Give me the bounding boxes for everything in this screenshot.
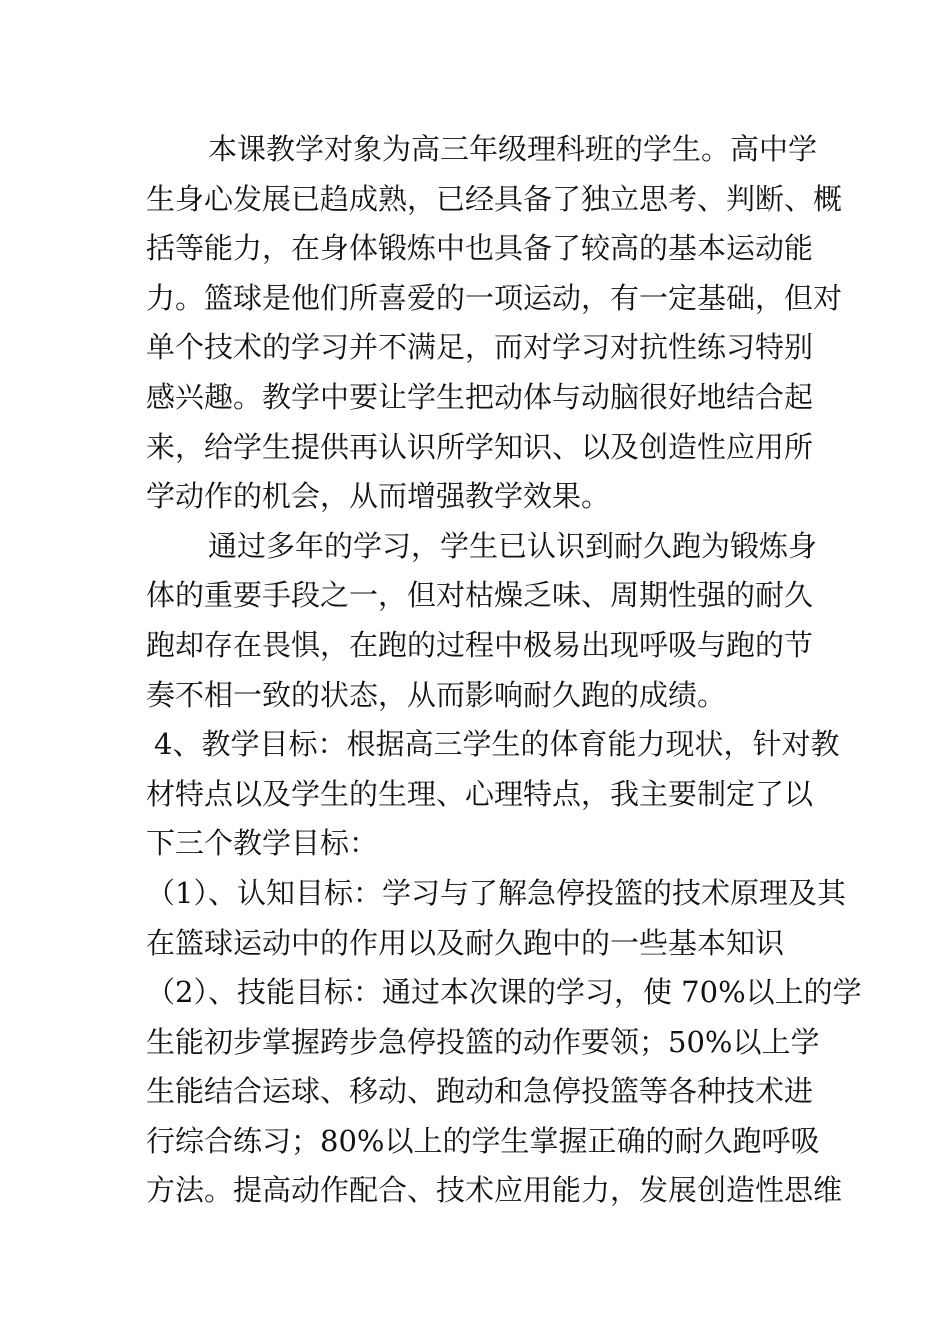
paragraph-1-line-3: 括等能力，在身体锻炼中也具备了较高的基本运动能	[146, 231, 814, 266]
paragraph-1-line-8: 学动作的机会，从而增强教学效果。	[146, 479, 611, 514]
paragraph-2-line-2: 体的重要手段之一，但对枯燥乏味、周期性强的耐久	[146, 578, 814, 613]
objectives-heading-line-2: 材特点以及学生的生理、心理特点，我主要制定了以	[146, 776, 814, 811]
paragraph-1-line-2: 生身心发展已趋成熟，已经具备了独立思考、判断、概	[146, 181, 843, 216]
skill-objective-line-5: 方法。提高动作配合、技术应用能力，发展创造性思维	[146, 1173, 843, 1208]
paragraph-2-line-3: 跑却存在畏惧，在跑的过程中极易出现呼吸与跑的节	[146, 627, 814, 662]
skill-objective-line-4: 行综合练习；80%以上的学生掌握正确的耐久跑呼吸	[146, 1123, 820, 1158]
paragraph-1-line-7: 来，给学生提供再认识所学知识、以及创造性应用所	[146, 429, 814, 464]
paragraph-1-line-4: 力。篮球是他们所喜爱的一项运动，有一定基础，但对	[146, 280, 843, 315]
skill-objective-line-2: 生能初步掌握跨步急停投篮的动作要领；50%以上学	[146, 1024, 820, 1059]
skill-objective-line-1: （2）、技能目标：通过本次课的学习，使 70%以上的学	[146, 975, 862, 1010]
skill-objective-line-3: 生能结合运球、移动、跑动和急停投篮等各种技术进	[146, 1074, 814, 1109]
objectives-heading-line-1: 4、教学目标：根据高三学生的体育能力现状，针对教	[154, 727, 840, 762]
cognitive-objective-line-2: 在篮球运动中的作用以及耐久跑中的一些基本知识	[146, 925, 785, 960]
paragraph-1-line-6: 感兴趣。教学中要让学生把动体与动脑很好地结合起	[146, 379, 814, 414]
body-text	[146, 125, 862, 1216]
paragraph-1-line-5: 单个技术的学习并不满足，而对学习对抗性练习特别	[146, 330, 814, 365]
objectives-heading-line-3: 下三个教学目标：	[146, 826, 379, 861]
paragraph-2-line-4: 奏不相一致的状态，从而影响耐久跑的成绩。	[146, 677, 727, 712]
paragraph-1-line-1: 本课教学对象为高三年级理科班的学生。高中学	[208, 132, 818, 166]
cognitive-objective-line-1: （1）、认知目标：学习与了解急停投篮的技术原理及其	[146, 875, 846, 910]
paragraph-2-line-1: 通过多年的学习，学生已认识到耐久跑为锻炼身	[208, 528, 818, 563]
